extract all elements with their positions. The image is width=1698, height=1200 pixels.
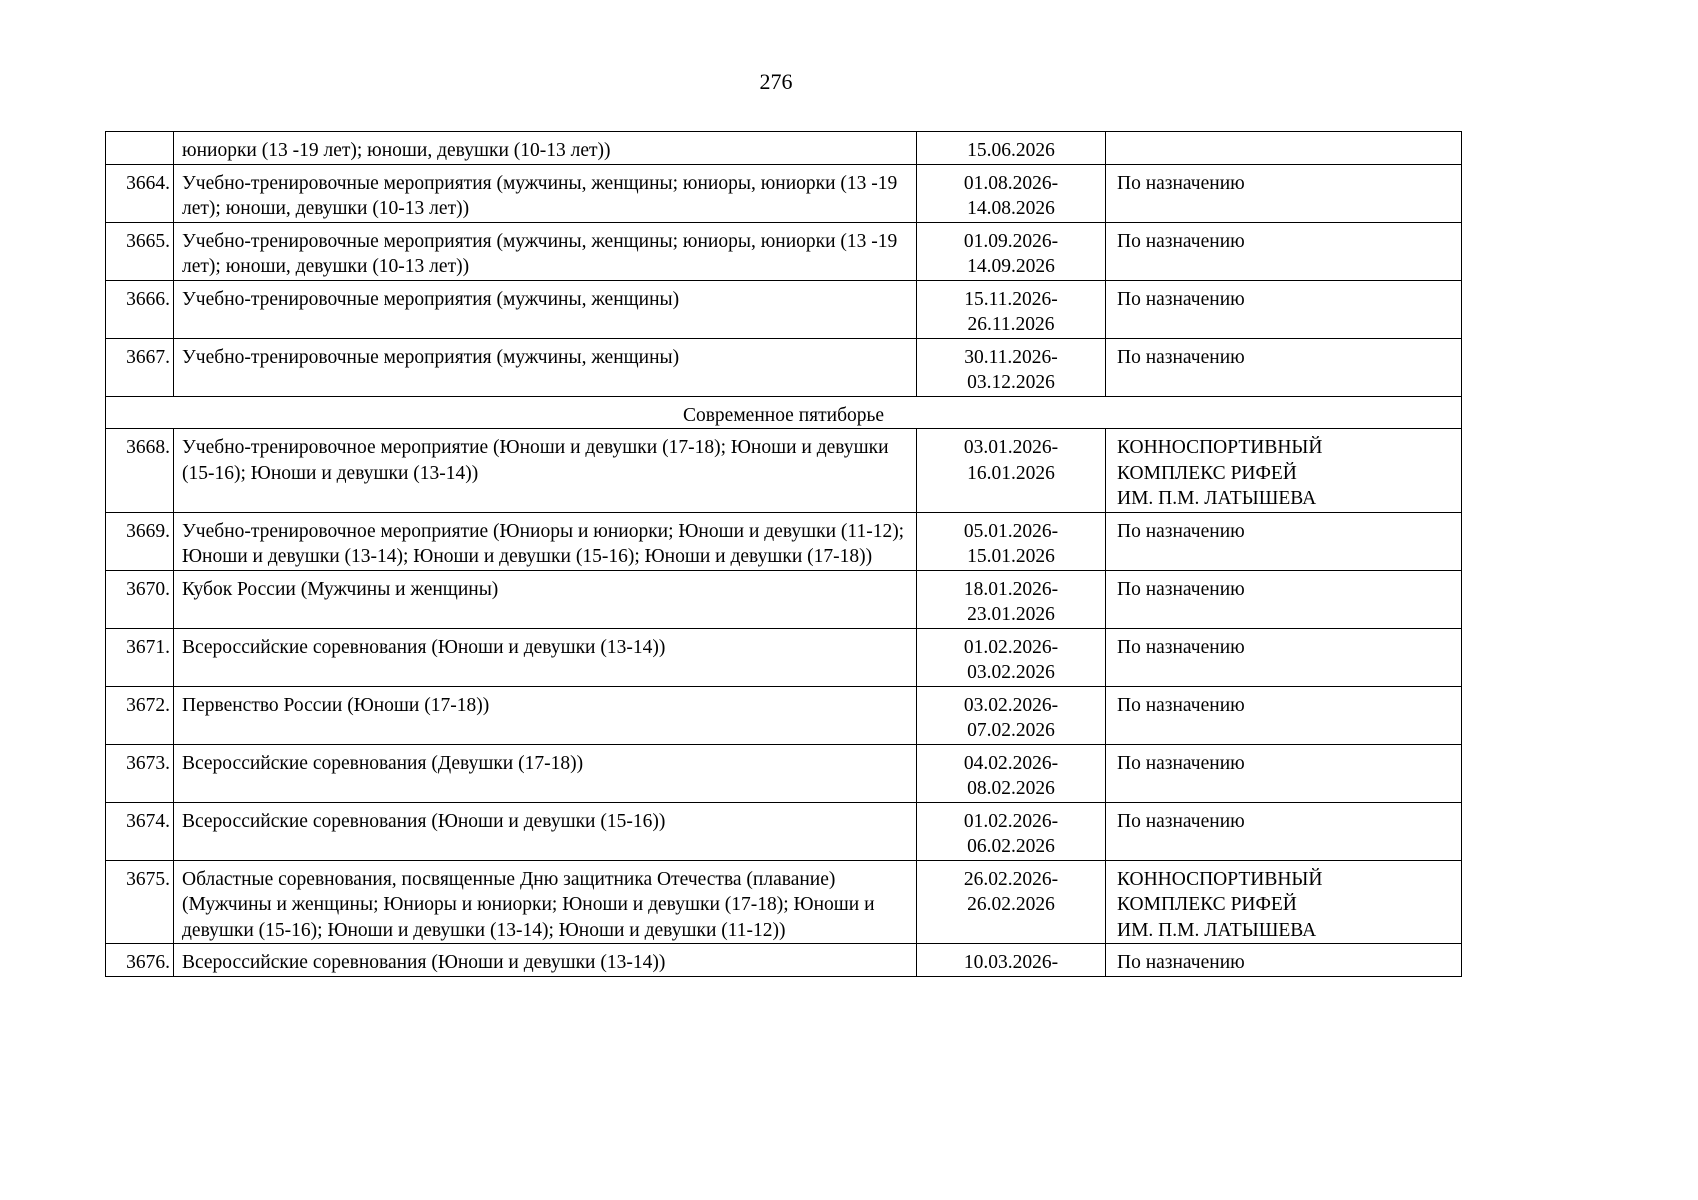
place-line: По назначению (1117, 578, 1245, 600)
event-date-cell (917, 222, 1106, 280)
table-row (106, 944, 1462, 977)
row-number-cell: 3674. (106, 802, 174, 860)
row-number-cell: 3675. (106, 860, 174, 944)
event-place-cell (1106, 164, 1462, 222)
page-number: 276 (759, 69, 793, 94)
row-number-cell: 3669. (106, 512, 174, 570)
event-place-cell (1106, 686, 1462, 744)
event-name-cell: Кубок России (Мужчины и женщины) (174, 570, 917, 628)
row-number-cell: 3666. (106, 280, 174, 338)
date-end: 03.12.2026 (967, 372, 1055, 393)
event-place-cell (1106, 570, 1462, 628)
event-name-cell: Всероссийские соревнования (Девушки (17-18)) (174, 744, 917, 802)
event-name-cell: Областные соревнования, посвященные Дню защитника Отечества (плавание) (Мужчины и женщины; Юниоры и юниорки; Юноши и девушки (17-18); Юноши и девушки (15-16); Юноши и девушки (13-14); Юноши и девушки (11-12)) (174, 860, 917, 944)
date-end: 26.02.2026 (967, 894, 1055, 915)
row-number-cell (106, 132, 174, 165)
date-start: 03.02.2026- (963, 694, 1059, 716)
date-end: 08.02.2026 (967, 778, 1055, 799)
table-row (106, 429, 1462, 513)
place-line: По назначению (1117, 694, 1245, 716)
place-line: ИМ. П.М. ЛАТЫШЕВА (1117, 919, 1317, 941)
table-row (106, 802, 1462, 860)
table-row (106, 570, 1462, 628)
place-line: По назначению (1117, 288, 1245, 310)
event-date-cell (917, 802, 1106, 860)
event-name-cell: Учебно-тренировочные мероприятия (мужчины, женщины) (174, 338, 917, 396)
event-name-cell: Первенство России (Юноши (17-18)) (174, 686, 917, 744)
place-line: По назначению (1117, 636, 1245, 658)
date-start: 01.08.2026- (963, 172, 1059, 194)
event-name-cell: Учебно-тренировочные мероприятия (мужчины, женщины; юниоры, юниорки (13 -19 лет); юноши, девушки (10-13 лет)) (174, 164, 917, 222)
event-place-cell (1106, 744, 1462, 802)
event-name-cell: Учебно-тренировочное мероприятие (Юноши и девушки (17-18); Юноши и девушки (15-16); Юноши и девушки (13-14)) (174, 429, 917, 513)
date-end: 14.09.2026 (967, 256, 1055, 277)
event-date-cell (917, 132, 1106, 165)
place-line: По назначению (1117, 346, 1245, 368)
event-date-cell (917, 512, 1106, 570)
date-end: 16.01.2026 (967, 462, 1055, 484)
date-start: 15.11.2026- (964, 288, 1058, 310)
row-number-cell: 3664. (106, 164, 174, 222)
date-end: 15.01.2026 (967, 546, 1055, 567)
table-row (106, 686, 1462, 744)
date-end: 14.08.2026 (967, 198, 1055, 219)
event-name-cell: Учебно-тренировочное мероприятие (Юниоры и юниорки; Юноши и девушки (11-12); Юноши и девушки (13-14); Юноши и девушки (15-16); Юноши и девушки (17-18)) (174, 512, 917, 570)
event-date-cell (917, 944, 1106, 977)
place-line: КОННОСПОРТИВНЫЙ (1117, 437, 1323, 458)
event-place-cell (1106, 429, 1462, 513)
place-line: ИМ. П.М. ЛАТЫШЕВА (1117, 488, 1317, 509)
date-start: 01.09.2026- (963, 230, 1059, 252)
table-row (106, 338, 1462, 396)
row-number-cell: 3676. (106, 944, 174, 977)
table-row (106, 164, 1462, 222)
date-end: 07.02.2026 (967, 720, 1055, 741)
event-name-cell: Всероссийские соревнования (Юноши и девушки (13-14)) (174, 944, 917, 977)
table-row-continuation (106, 132, 1462, 165)
event-place-cell (1106, 860, 1462, 944)
event-place-cell (1106, 338, 1462, 396)
table-row (106, 280, 1462, 338)
section-row (106, 396, 1462, 429)
row-number-cell: 3673. (106, 744, 174, 802)
date-start: 04.02.2026- (963, 752, 1059, 774)
place-line: По назначению (1117, 752, 1245, 774)
date-end: 03.02.2026 (967, 662, 1055, 683)
event-date-cell (917, 860, 1106, 944)
event-place-cell (1106, 944, 1462, 977)
table-row (106, 628, 1462, 686)
date-end: 23.01.2026 (967, 604, 1055, 625)
row-number-cell: 3667. (106, 338, 174, 396)
date-end: 15.06.2026 (967, 140, 1055, 161)
place-line: По назначению (1117, 230, 1245, 252)
events-table (105, 131, 1462, 977)
date-start: 05.01.2026- (963, 520, 1059, 542)
table-row (106, 860, 1462, 944)
table-row (106, 222, 1462, 280)
event-place-cell (1106, 802, 1462, 860)
date-start: 18.01.2026- (963, 578, 1059, 600)
row-number-cell: 3668. (106, 429, 174, 513)
date-start: 10.03.2026- (963, 952, 1059, 973)
place-line: КОННОСПОРТИВНЫЙ (1117, 868, 1323, 890)
date-start: 01.02.2026- (963, 636, 1059, 658)
date-start: 26.02.2026- (963, 868, 1059, 890)
event-date-cell (917, 744, 1106, 802)
place-line: По назначению (1117, 952, 1245, 973)
event-place-cell (1106, 280, 1462, 338)
event-name-cell: Всероссийские соревнования (Юноши и девушки (15-16)) (174, 802, 917, 860)
place-line: По назначению (1117, 810, 1245, 832)
event-date-cell (917, 164, 1106, 222)
date-end: 06.02.2026 (967, 836, 1055, 857)
place-line: КОМПЛЕКС РИФЕЙ (1117, 462, 1297, 484)
event-date-cell (917, 686, 1106, 744)
date-start: 01.02.2026- (963, 810, 1059, 832)
event-date-cell (917, 429, 1106, 513)
event-date-cell (917, 338, 1106, 396)
date-start: 30.11.2026- (964, 346, 1058, 368)
table-row (106, 744, 1462, 802)
place-line: По назначению (1117, 172, 1245, 194)
event-name-cell: юниорки (13 -19 лет); юноши, девушки (10-13 лет)) (174, 132, 917, 165)
event-name-cell: Всероссийские соревнования (Юноши и девушки (13-14)) (174, 628, 917, 686)
place-line: КОМПЛЕКС РИФЕЙ (1117, 894, 1297, 915)
row-number-cell: 3671. (106, 628, 174, 686)
event-place-cell (1106, 132, 1462, 165)
event-place-cell (1106, 222, 1462, 280)
events-table-body (106, 132, 1462, 977)
event-date-cell (917, 280, 1106, 338)
row-number-cell: 3670. (106, 570, 174, 628)
place-line: По назначению (1117, 520, 1245, 542)
event-name-cell: Учебно-тренировочные мероприятия (мужчины, женщины; юниоры, юниорки (13 -19 лет); юноши, девушки (10-13 лет)) (174, 222, 917, 280)
table-row (106, 512, 1462, 570)
date-start: 03.01.2026- (963, 437, 1059, 458)
event-place-cell (1106, 512, 1462, 570)
row-number-cell: 3665. (106, 222, 174, 280)
event-date-cell (917, 570, 1106, 628)
event-place-cell (1106, 628, 1462, 686)
event-date-cell (917, 628, 1106, 686)
event-name-cell: Учебно-тренировочные мероприятия (мужчины, женщины) (174, 280, 917, 338)
section-title: Современное пятиборье (106, 396, 1462, 429)
date-end: 26.11.2026 (967, 314, 1055, 335)
row-number-cell: 3672. (106, 686, 174, 744)
